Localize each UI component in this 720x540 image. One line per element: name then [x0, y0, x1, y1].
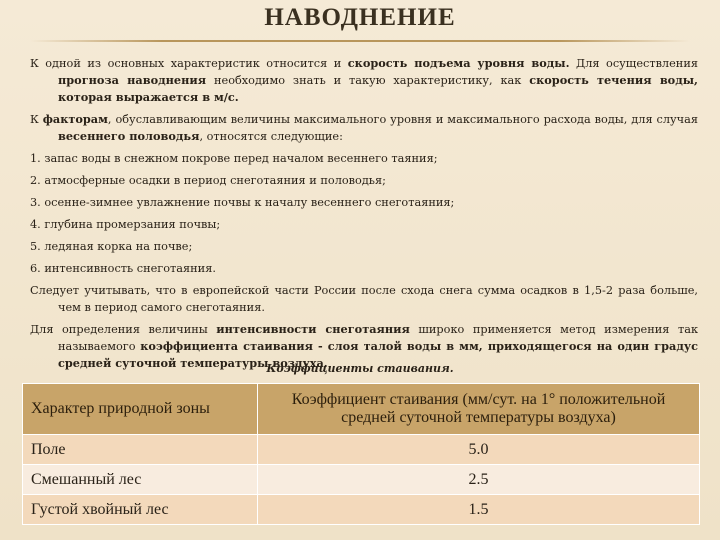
text-span-bold: факторам: [42, 112, 108, 126]
table-row: [23, 495, 700, 525]
list-item: 1. запас воды в снежном покрове перед началом весеннего таяния;: [30, 152, 438, 165]
list-item: 3. осенне-зимнее увлажнение почвы к началу весеннего снеготаяния;: [30, 196, 455, 209]
cell-value: 5.0: [258, 435, 700, 465]
list-item: 5. ледяная корка на почве;: [30, 240, 193, 253]
paragraph-precipitation: Следует учитывать, что в европейской части России после схода снега сумма осадков в 1,5-2 раза больше, чем в период самого снеготаяния.: [30, 284, 698, 314]
melting-coefficients-table: [22, 383, 700, 525]
paragraph-factors: [30, 111, 698, 145]
text-span: Для осуществления: [569, 57, 698, 70]
paragraph-speed: [30, 55, 698, 106]
cell-value: 1.5: [258, 495, 700, 525]
table-row: [23, 465, 700, 495]
page-title: НАВОДНЕНИЕ: [264, 4, 456, 31]
text-span-bold: скорость подъема уровня воды.: [347, 56, 570, 70]
text-span: К: [30, 113, 43, 126]
table-caption: Коэффициенты стаивания.: [266, 362, 454, 375]
cell-zone: Поле: [23, 435, 258, 465]
column-header-coefficient: Коэффициент стаивания (мм/сут. на 1° положительной средней суточной температуры воздуха): [258, 384, 700, 435]
list-item: 4. глубина промерзания почвы;: [30, 218, 221, 231]
list-item: 6. интенсивность снеготаяния.: [30, 262, 216, 275]
text-span: Для определения величины: [30, 323, 217, 336]
cell-zone: Густой хвойный лес: [23, 495, 258, 525]
cell-value: 2.5: [258, 465, 700, 495]
cell-zone: Смешанный лес: [23, 465, 258, 495]
table-header-row: [23, 384, 700, 435]
text-span: , относятся следующие:: [199, 130, 343, 143]
text-span-bold: весеннего половодья: [58, 129, 200, 143]
text-span-bold: интенсивности снеготаяния: [216, 322, 410, 336]
text-span: К одной из основных характеристик относится и: [30, 57, 348, 70]
text-span: необходимо знать и такую характеристику, как: [206, 74, 530, 87]
text-span-bold: скорость течения воды, которая выражается в м/с.: [58, 73, 698, 104]
table-row: [23, 435, 700, 465]
column-header-zone: Характер природной зоны: [23, 384, 258, 435]
list-item: 2. атмосферные осадки в период снеготаяния и половодья;: [30, 174, 386, 187]
text-span-bold: прогноза наводнения: [58, 73, 207, 87]
text-span-bold: коэффициента стаивания - слоя талой воды в мм, приходящегося на один градус средней суточной температуры воздуха.: [58, 339, 698, 370]
title-divider: [30, 40, 690, 42]
text-span: широко применяется метод измерения так называемого: [58, 323, 699, 353]
text-body: [30, 55, 698, 377]
text-span: , обуславливающим величины максимального уровня и максимального расхода воды, для случая: [107, 113, 698, 126]
